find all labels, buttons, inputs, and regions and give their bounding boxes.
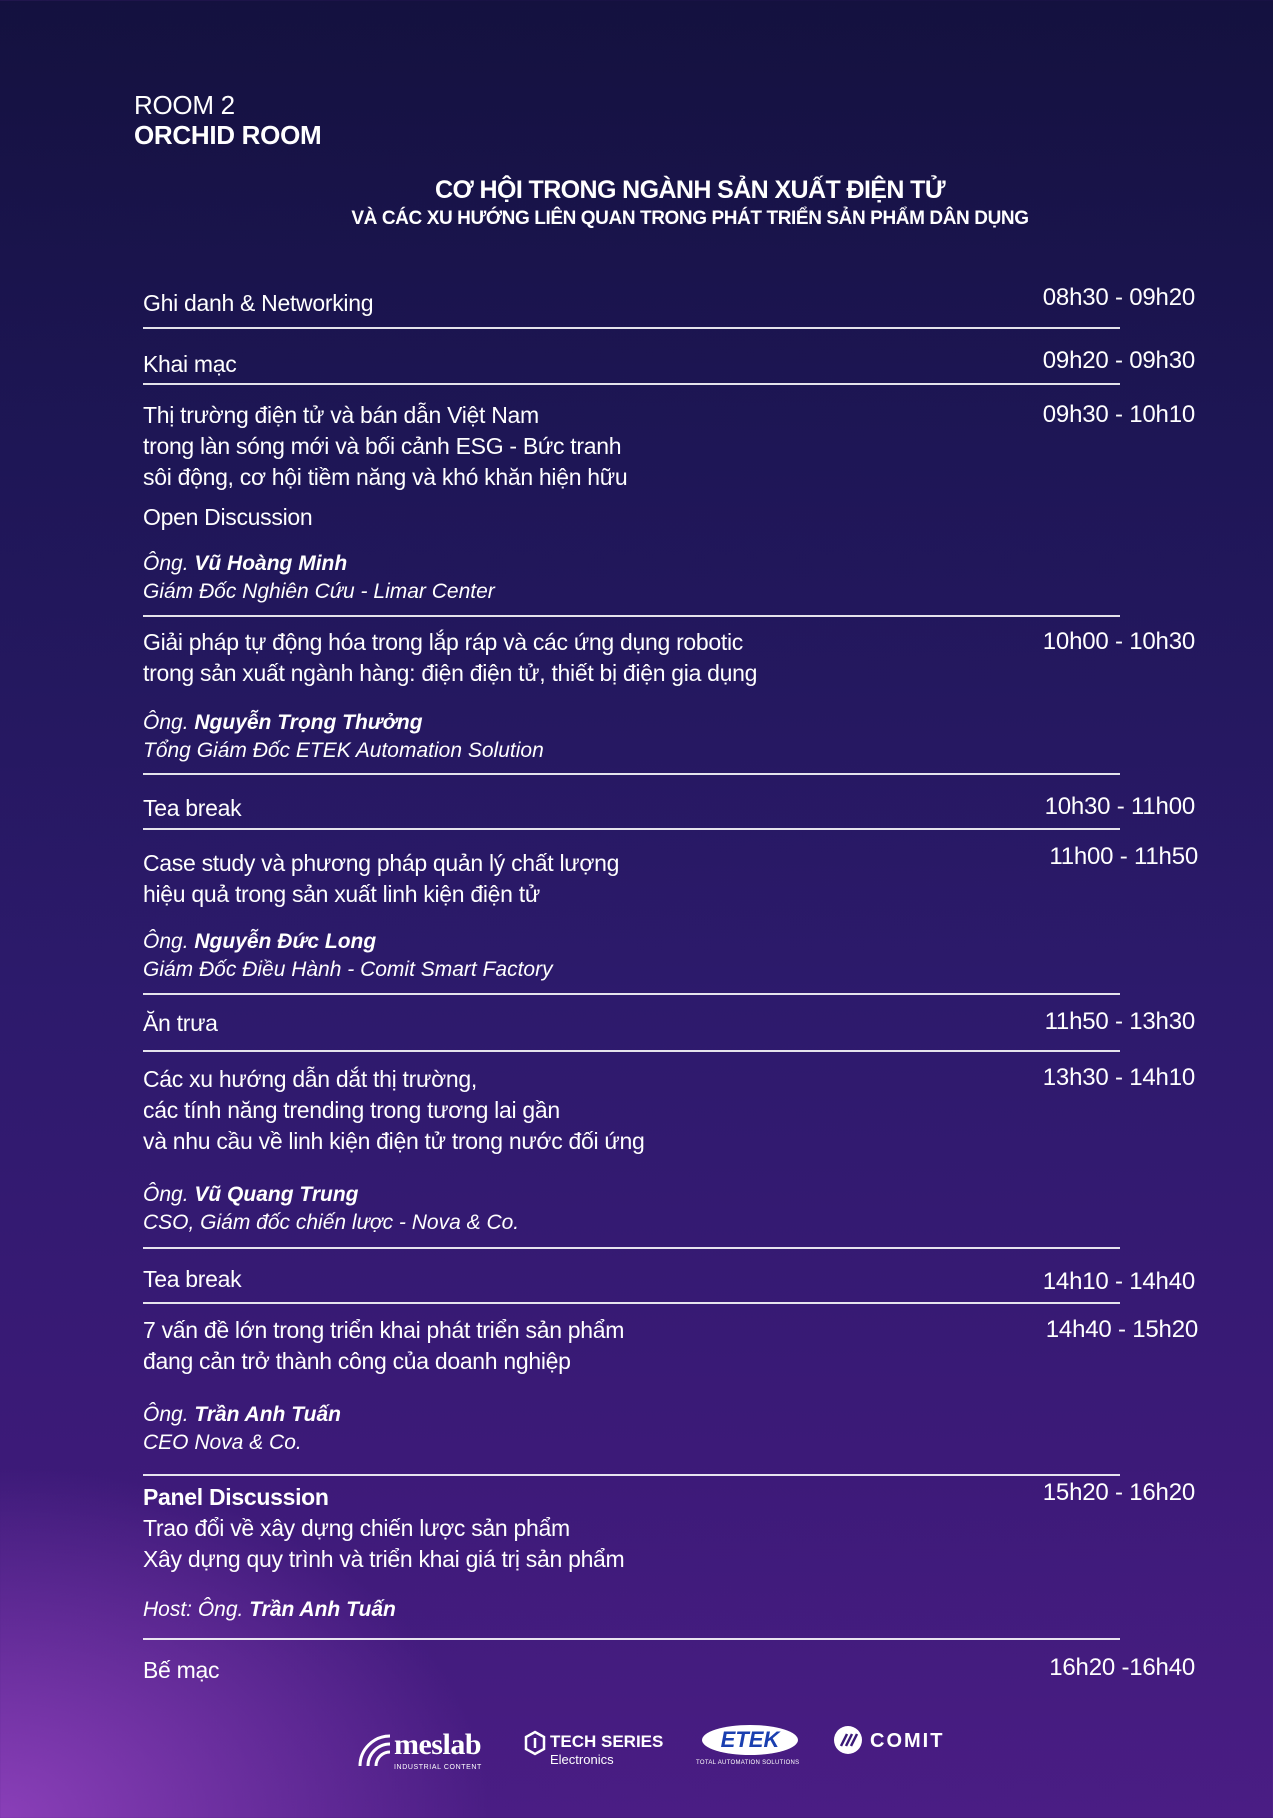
divider xyxy=(143,1474,1120,1476)
divider xyxy=(143,383,1120,385)
agenda-title: Ghi danh & Networking xyxy=(143,290,374,316)
agenda-item-product-session xyxy=(143,1315,1198,1457)
room-name: ORCHID ROOM xyxy=(134,120,322,150)
tech-series-tagline: Electronics xyxy=(550,1752,614,1767)
speaker-name: Nguyễn Đức Long xyxy=(194,930,377,953)
agenda-item-tea-break xyxy=(143,793,1195,824)
speaker-prefix: Ông. xyxy=(143,711,189,734)
agenda-item-panel-discussion xyxy=(143,1479,1195,1624)
divider xyxy=(143,773,1120,775)
speaker-role: Giám Đốc Nghiên Cứu - Limar Center xyxy=(143,580,495,603)
divider xyxy=(143,1302,1120,1304)
host xyxy=(143,1596,1158,1624)
session-line: sôi động, cơ hội tiềm năng và khó khăn hiện hữu xyxy=(143,464,628,490)
page-title: CƠ HỘI TRONG NGÀNH SẢN XUẤT ĐIỆN TỬ xyxy=(435,176,945,204)
session-line: Giải pháp tự động hóa trong lắp ráp và các ứng dụng robotic xyxy=(143,629,743,655)
tech-series-name: TECH SERIES xyxy=(550,1732,664,1751)
speaker-name: Vũ Hoàng Minh xyxy=(194,552,348,575)
agenda-time: 16h20 -16h40 xyxy=(1049,1654,1195,1681)
agenda-item-trends-session xyxy=(143,1064,1195,1237)
agenda-time: 10h30 - 11h00 xyxy=(1044,793,1195,820)
speaker xyxy=(143,928,1158,956)
session-line: Các xu hướng dẫn dắt thị trường, xyxy=(143,1066,477,1092)
agenda-item-registration xyxy=(143,284,1195,319)
divider xyxy=(143,1247,1120,1249)
host-name: Trần Anh Tuấn xyxy=(249,1598,396,1621)
agenda-time: 10h00 - 10h30 xyxy=(1042,628,1195,655)
comit-name: COMIT xyxy=(870,1730,945,1752)
agenda-time: 08h30 - 09h20 xyxy=(1042,284,1195,311)
hexagon-icon xyxy=(524,1730,546,1756)
agenda-time: 15h20 - 16h20 xyxy=(1042,1479,1195,1506)
session-format: Open Discussion xyxy=(143,504,313,530)
session-line: Thị trường điện tử và bán dẫn Việt Nam xyxy=(143,402,539,428)
session-heading: Panel Discussion xyxy=(143,1484,329,1510)
speaker xyxy=(143,1181,1158,1209)
agenda-item-opening xyxy=(143,347,1195,380)
speaker-role: Giám Đốc Điều Hành - Comit Smart Factory xyxy=(143,958,553,981)
speaker-name: Nguyễn Trọng Thưởng xyxy=(194,711,423,734)
room-label: ROOM 2 xyxy=(134,90,235,120)
host-prefix: Host: Ông. xyxy=(143,1598,244,1621)
agenda-item-lunch xyxy=(143,1008,1195,1039)
session-line: Trao đổi về xây dựng chiến lược sản phẩm xyxy=(143,1515,570,1541)
agenda-title: Tea break xyxy=(143,795,242,821)
speaker-name: Vũ Quang Trung xyxy=(194,1183,359,1206)
agenda-title: Bế mạc xyxy=(143,1657,220,1683)
agenda-time: 11h00 - 11h50 xyxy=(1049,843,1198,870)
speaker xyxy=(143,550,1158,578)
agenda-time: 11h50 - 13h30 xyxy=(1044,1008,1195,1035)
session-line: hiệu quả trong sản xuất linh kiện điện tử xyxy=(143,881,540,907)
speaker xyxy=(143,1401,1158,1429)
etek-name: ETEK xyxy=(702,1725,798,1755)
agenda-time: 09h20 - 09h30 xyxy=(1042,347,1195,374)
agenda-title: Khai mạc xyxy=(143,351,237,377)
speaker-name: Trần Anh Tuấn xyxy=(194,1403,341,1426)
speaker-role: CSO, Giám đốc chiến lược - Nova & Co. xyxy=(143,1211,520,1234)
speaker-prefix: Ông. xyxy=(143,552,189,575)
agenda-item-market-session xyxy=(143,400,1195,606)
speaker-prefix: Ông. xyxy=(143,1183,189,1206)
divider xyxy=(143,615,1120,617)
agenda-time: 09h30 - 10h10 xyxy=(1042,401,1195,428)
speaker-prefix: Ông. xyxy=(143,1403,189,1426)
agenda-item-automation-session xyxy=(143,627,1195,765)
session-line: 7 vấn đề lớn trong triển khai phát triển sản phẩm xyxy=(143,1317,625,1343)
agenda-item-tea-break-2 xyxy=(143,1264,1195,1295)
meslab-tagline: INDUSTRIAL CONTENT xyxy=(394,1764,482,1771)
agenda-time: 14h40 - 15h20 xyxy=(1045,1316,1198,1343)
agenda-time: 13h30 - 14h10 xyxy=(1042,1064,1195,1091)
room-header xyxy=(134,90,321,150)
speaker-role: Tổng Giám Đốc ETEK Automation Solution xyxy=(143,739,544,762)
session-line: trong làn sóng mới và bối cảnh ESG - Bức tranh xyxy=(143,433,622,459)
session-line: các tính năng trending trong tương lai gần xyxy=(143,1097,560,1123)
agenda-title: Ăn trưa xyxy=(143,1010,218,1036)
divider xyxy=(143,828,1120,830)
divider xyxy=(143,1050,1120,1052)
session-line: trong sản xuất ngành hàng: điện điện tử, thiết bị điện gia dụng xyxy=(143,660,758,686)
divider xyxy=(143,1638,1120,1640)
session-line: và nhu cầu về linh kiện điện tử trong nước đối ứng xyxy=(143,1128,645,1154)
agenda-title: Tea break xyxy=(143,1266,242,1292)
page-subtitle: VÀ CÁC XU HƯỚNG LIÊN QUAN TRONG PHÁT TRIỂN SẢN PHẨM DÂN DỤNG xyxy=(351,208,1029,229)
divider xyxy=(143,327,1120,329)
agenda-time: 14h10 - 14h40 xyxy=(1042,1268,1195,1295)
divider xyxy=(143,993,1120,995)
session-line: Xây dựng quy trình và triển khai giá trị sản phẩm xyxy=(143,1546,625,1572)
session-line: đang cản trở thành công của doanh nghiệp xyxy=(143,1348,571,1374)
agenda-item-quality-session xyxy=(143,843,1198,984)
signal-arcs-icon xyxy=(356,1730,392,1770)
speaker-role: CEO Nova & Co. xyxy=(143,1431,302,1454)
speaker xyxy=(143,709,1158,737)
comit-emblem-icon xyxy=(832,1724,864,1756)
session-line: Case study và phương pháp quản lý chất lượng xyxy=(143,850,620,876)
sponsor-logos xyxy=(0,1720,1273,1780)
meslab-name: meslab xyxy=(394,1728,481,1761)
etek-tagline: TOTAL AUTOMATION SOLUTIONS xyxy=(696,1760,800,1766)
speaker-prefix: Ông. xyxy=(143,930,189,953)
agenda-item-closing xyxy=(143,1654,1195,1686)
